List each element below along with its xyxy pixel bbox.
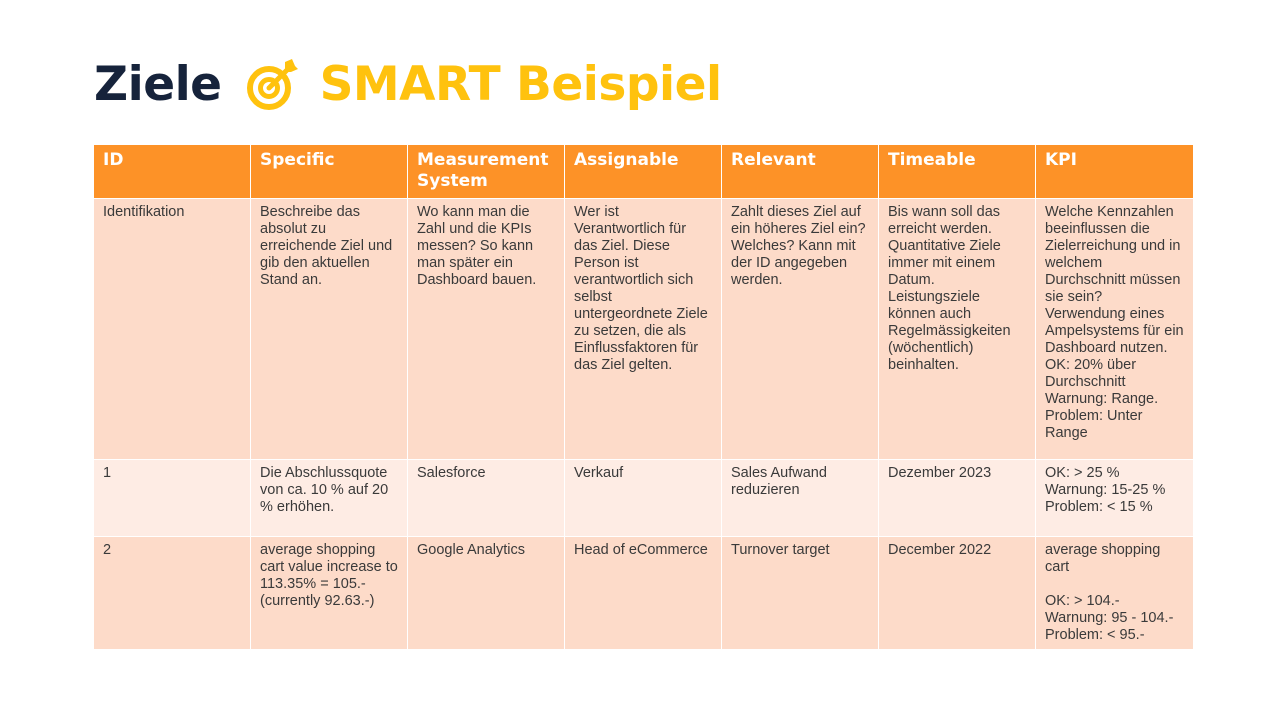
- title-main: Ziele: [94, 56, 222, 112]
- table-header-row: [94, 145, 1194, 199]
- cell-id: 2: [94, 537, 251, 650]
- cell-assignable: Wer ist Verantwortlich für das Ziel. Diese Person ist verantwortlich sich selbst untergeordnete Ziele zu setzen, die als Einflussfaktoren für das Ziel gelten.: [565, 199, 722, 460]
- header-relevant: Relevant: [722, 145, 879, 199]
- header-specific: Specific: [251, 145, 408, 199]
- cell-id: Identifikation: [94, 199, 251, 460]
- cell-specific: Die Abschlussquote von ca. 10 % auf 20 % erhöhen.: [251, 460, 408, 537]
- slide-title: [94, 52, 722, 116]
- cell-kpi: average shopping cart OK: > 104.- Warnung: 95 - 104.- Problem: < 95.-: [1036, 537, 1194, 650]
- header-assignable: Assignable: [565, 145, 722, 199]
- cell-assignable: Verkauf: [565, 460, 722, 537]
- cell-relevant: Turnover target: [722, 537, 879, 650]
- cell-kpi: OK: > 25 % Warnung: 15-25 % Problem: < 15 %: [1036, 460, 1194, 537]
- table-row: [94, 460, 1194, 537]
- cell-measurement-system: Google Analytics: [408, 537, 565, 650]
- header-timeable: Timeable: [879, 145, 1036, 199]
- table-row: [94, 199, 1194, 460]
- cell-relevant: Sales Aufwand reduzieren: [722, 460, 879, 537]
- cell-relevant: Zahlt dieses Ziel auf ein höheres Ziel ein? Welches? Kann mit der ID angegeben werden.: [722, 199, 879, 460]
- header-kpi: KPI: [1036, 145, 1194, 199]
- smart-table: [93, 144, 1194, 650]
- cell-measurement-system: Wo kann man die Zahl und die KPIs messen? So kann man später ein Dashboard bauen.: [408, 199, 565, 460]
- cell-timeable: Dezember 2023: [879, 460, 1036, 537]
- cell-timeable: Bis wann soll das erreicht werden. Quantitative Ziele immer mit einem Datum. Leistungsziele können auch Regelmässigkeiten (wöchentlich) beinhalten.: [879, 199, 1036, 460]
- header-id: ID: [94, 145, 251, 199]
- cell-id: 1: [94, 460, 251, 537]
- cell-timeable: December 2022: [879, 537, 1036, 650]
- cell-assignable: Head of eCommerce: [565, 537, 722, 650]
- cell-specific: Beschreibe das absolut zu erreichende Ziel und gib den aktuellen Stand an.: [251, 199, 408, 460]
- cell-measurement-system: Salesforce: [408, 460, 565, 537]
- header-measurement-system: Measurement System: [408, 145, 565, 199]
- cell-kpi: Welche Kennzahlen beeinflussen die Zielerreichung und in welchem Durchschnitt müssen sie sein? Verwendung eines Ampelsystems für ein Dashboard nutzen. OK: 20% über Durchschnitt Warnung: Range. Problem: Unter Range: [1036, 199, 1194, 460]
- target-icon: [244, 55, 302, 113]
- cell-specific: average shopping cart value increase to 113.35% = 105.- (currently 92.63.-): [251, 537, 408, 650]
- title-accent: SMART Beispiel: [319, 56, 722, 112]
- table-row: [94, 537, 1194, 650]
